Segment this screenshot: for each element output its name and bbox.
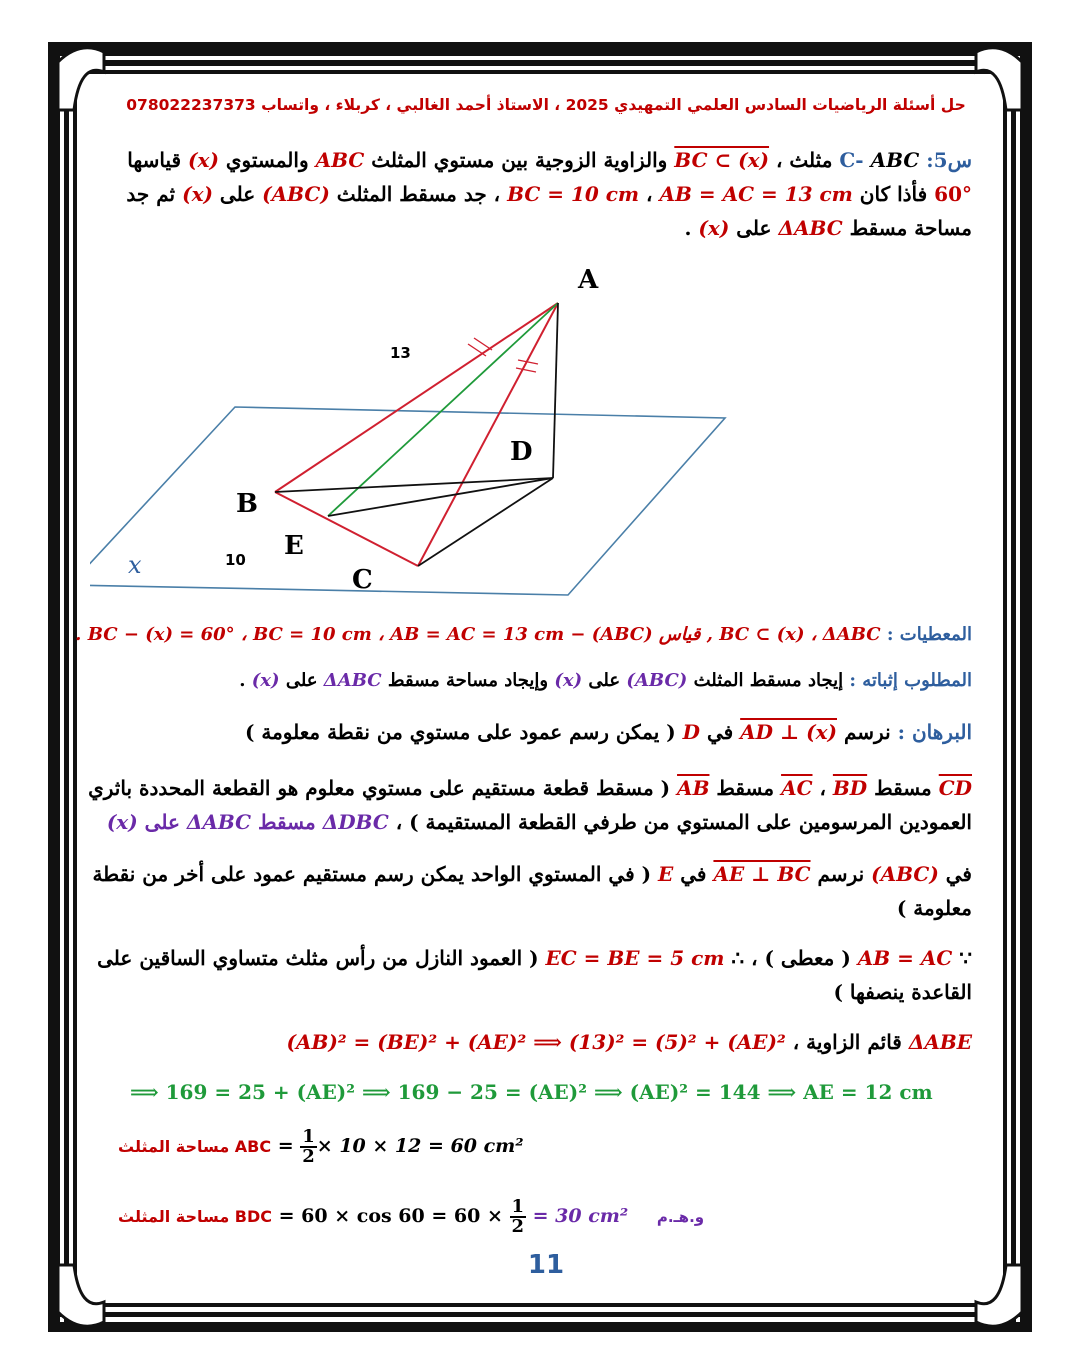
- proof-line-4: في (ABC) نرسم AE ⊥ BC في E ( في المستوي الواحد يمكن رسم مستقيم عمود على أخر من نقطة: [92, 862, 972, 886]
- proof-line-7: القاعدة ينصفها ): [833, 980, 972, 1004]
- fraction-half: $\frac{1}{2}$: [302, 1126, 315, 1167]
- proof-line-5: معلومة ): [896, 896, 972, 920]
- proof-line-8: ΔABE قائم الزاوية ، (AB)² = (BE)² + (AE)² ⟹ (13)² = (5)² + (AE)²: [286, 1030, 972, 1054]
- area-abc-line: مساحة المثلث ABC = $\frac{1}{2}$ × 10 × 12 = 60 cm²: [118, 1126, 524, 1167]
- length-bc-label: 10: [225, 551, 246, 569]
- given-line: المعطيات : BC ⊂ (x) ، ΔABC , قياس (ABC) − BC − (x) = 60° ، BC = 10 cm ، AB = AC = 13 cm .: [75, 624, 972, 645]
- question-line-2: 60° فأذا كان BC = 10 cm ، AB = AC = 13 cm ، جد مسقط المثلث (ABC) على (x) ثم جد: [126, 182, 972, 206]
- length-ab-label: 13: [390, 344, 411, 362]
- proof-line-6: ∵ AB = AC ( معطى ) ، ∴ EC = BE = 5 cm ( العمود النازل من رأس مثلث متساوي الساقين على: [97, 946, 972, 970]
- label-a: A: [578, 265, 599, 295]
- proof-line-1: البرهان : نرسم AD ⊥ (x) في D ( يمكن رسم عمود على مستوي من نقطة معلومة ): [244, 720, 972, 744]
- plane-x: [90, 407, 725, 595]
- page-number: 11: [527, 1250, 565, 1280]
- label-b: B: [236, 489, 258, 519]
- page-content: [75, 90, 972, 1285]
- question-line-3: مساحة مسقط ΔABC على (x) .: [684, 216, 972, 240]
- required-line: المطلوب إثباته : إيجاد مسقط المثلث (ABC) على (x) وإيجاد مساحة مسقط ΔABC على (x) .: [239, 670, 972, 691]
- fraction-half-2: $\frac{1}{2}$: [511, 1196, 525, 1237]
- label-c: C: [352, 565, 373, 595]
- segment-ac: [418, 303, 558, 566]
- qed-mark: و.هـ.م: [656, 1208, 705, 1226]
- proof-line-9: ⟹ 169 = 25 + (AE)² ⟹ 169 − 25 = (AE)² ⟹ (AE)² = 144 ⟹ AE = 12 cm: [130, 1080, 933, 1104]
- label-x: x: [128, 551, 142, 579]
- segment-ad: [553, 303, 558, 478]
- page-header: حل أسئلة الرياضيات السادس العلمي التمهيدي 2025 ، الاستاذ أحمد الغالبي ، كربلاء ، واتساب 078022237373: [126, 96, 966, 114]
- question-line-1: س5: C- ABC مثلث ، BC ⊂ (x) والزاوية الزوجية بين مستوي المثلث ABC والمستوي (x) قياسها: [127, 148, 972, 172]
- label-e: E: [284, 531, 304, 561]
- proof-line-3: العمودين المرسومين على المستوي من طرفي القطعة المستقيمة ) ، ΔDBC مسقط ΔABC على (x): [106, 810, 972, 834]
- segment-cd: [418, 478, 553, 566]
- area-bdc-line: مساحة المثلث BDC = 60 × cos 60 = 60 × $\frac{1}{2}$ = 30 cm² و.هـ.م: [118, 1196, 705, 1237]
- geometry-figure: [90, 260, 810, 610]
- label-d: D: [510, 437, 533, 467]
- proof-line-2: CD مسقط AC ، BD مسقط AB ( مسقط قطعة مستقيم على مستوي معلوم هو القطعة المحددة باثري: [88, 776, 972, 800]
